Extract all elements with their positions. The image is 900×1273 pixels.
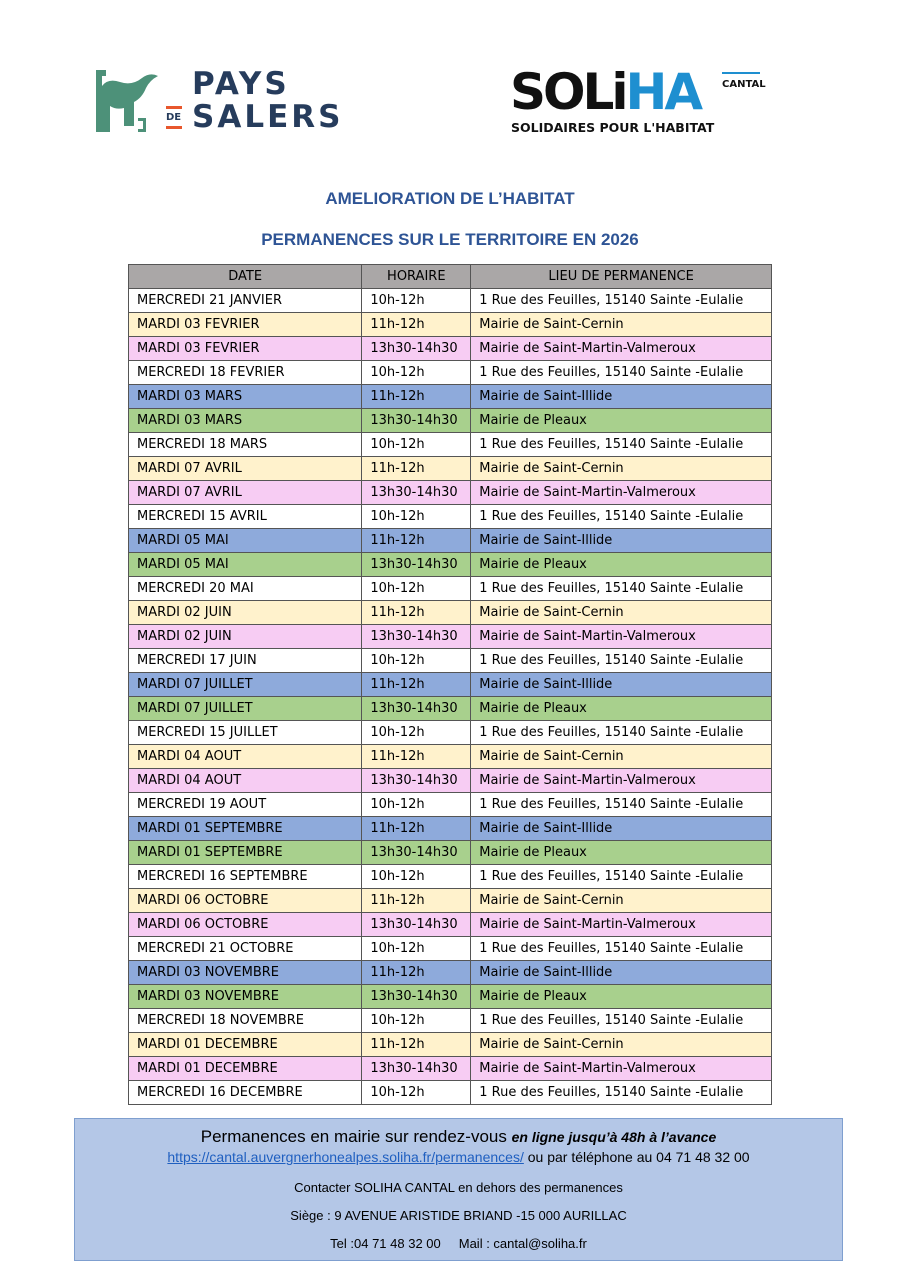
cell-date: MARDI 03 MARS <box>129 385 362 409</box>
cell-date: MERCREDI 17 JUIN <box>129 649 362 673</box>
cell-place: 1 Rue des Feuilles, 15140 Sainte -Eulalie <box>471 865 772 889</box>
cell-date: MARDI 01 DECEMBRE <box>129 1033 362 1057</box>
cell-date: MERCREDI 21 JANVIER <box>129 289 362 313</box>
logo-pays-text: PAYS <box>192 66 290 102</box>
logo-de-text: DE <box>166 112 182 123</box>
cell-time: 11h-12h <box>362 385 471 409</box>
logo-soliha-accent: HA <box>625 63 701 121</box>
cell-time: 10h-12h <box>362 433 471 457</box>
cell-place: Mairie de Saint-Illide <box>471 817 772 841</box>
cell-place: 1 Rue des Feuilles, 15140 Sainte -Eulalie <box>471 505 772 529</box>
cell-time: 11h-12h <box>362 313 471 337</box>
cell-date: MARDI 07 AVRIL <box>129 457 362 481</box>
cell-place: Mairie de Saint-Cernin <box>471 457 772 481</box>
cell-time: 10h-12h <box>362 289 471 313</box>
cell-place: 1 Rue des Feuilles, 15140 Sainte -Eulalie <box>471 289 772 313</box>
cell-date: MARDI 03 MARS <box>129 409 362 433</box>
table-row <box>129 337 772 361</box>
cell-place: Mairie de Saint-Martin-Valmeroux <box>471 769 772 793</box>
logo-cantal-line <box>722 72 760 74</box>
cell-time: 11h-12h <box>362 817 471 841</box>
cell-date: MARDI 04 AOUT <box>129 769 362 793</box>
cell-time: 11h-12h <box>362 457 471 481</box>
logo-cantal-text: CANTAL <box>722 79 766 90</box>
cell-date: MERCREDI 15 AVRIL <box>129 505 362 529</box>
cell-time: 13h30-14h30 <box>362 697 471 721</box>
cell-time: 10h-12h <box>362 1081 471 1105</box>
table-row <box>129 793 772 817</box>
cell-place: 1 Rue des Feuilles, 15140 Sainte -Eulalie <box>471 1009 772 1033</box>
table-row <box>129 385 772 409</box>
table-row <box>129 745 772 769</box>
cell-place: 1 Rue des Feuilles, 15140 Sainte -Eulalie <box>471 721 772 745</box>
schedule-table <box>128 264 772 1105</box>
cell-time: 11h-12h <box>362 889 471 913</box>
logo-soliha-main: SOLi <box>510 63 626 121</box>
cell-time: 13h30-14h30 <box>362 337 471 361</box>
cell-place: Mairie de Pleaux <box>471 697 772 721</box>
cell-date: MARDI 04 AOUT <box>129 745 362 769</box>
cell-time: 10h-12h <box>362 649 471 673</box>
cell-time: 10h-12h <box>362 361 471 385</box>
cell-date: MARDI 03 NOVEMBRE <box>129 961 362 985</box>
cell-date: MERCREDI 20 MAI <box>129 577 362 601</box>
cell-date: MARDI 07 JUILLET <box>129 697 362 721</box>
footer-phone-text: ou par téléphone au 04 71 48 32 00 <box>527 1149 750 1165</box>
table-row <box>129 289 772 313</box>
table-row <box>129 1009 772 1033</box>
table-row <box>129 985 772 1009</box>
table-row <box>129 361 772 385</box>
table-row <box>129 457 772 481</box>
cell-date: MARDI 03 FEVRIER <box>129 313 362 337</box>
cell-time: 10h-12h <box>362 577 471 601</box>
cell-place: Mairie de Pleaux <box>471 409 772 433</box>
cell-time: 13h30-14h30 <box>362 985 471 1009</box>
cell-time: 11h-12h <box>362 961 471 985</box>
page-subtitle: PERMANENCES SUR LE TERRITOIRE EN 2026 <box>261 230 639 249</box>
cell-time: 10h-12h <box>362 865 471 889</box>
cell-date: MERCREDI 18 NOVEMBRE <box>129 1009 362 1033</box>
table-row <box>129 889 772 913</box>
cell-time: 10h-12h <box>362 505 471 529</box>
cell-place: Mairie de Pleaux <box>471 841 772 865</box>
table-row <box>129 577 772 601</box>
cell-place: Mairie de Saint-Cernin <box>471 601 772 625</box>
cell-place: 1 Rue des Feuilles, 15140 Sainte -Eulalie <box>471 577 772 601</box>
table-row <box>129 865 772 889</box>
table-row <box>129 1081 772 1105</box>
footer-tel-text: Tel :04 71 48 32 00 <box>330 1236 441 1251</box>
table-row <box>129 409 772 433</box>
cell-time: 13h30-14h30 <box>362 913 471 937</box>
logo-salers-text: SALERS <box>192 99 344 135</box>
cell-place: Mairie de Pleaux <box>471 553 772 577</box>
logo-de-bar-bottom <box>166 126 182 129</box>
cell-time: 11h-12h <box>362 601 471 625</box>
page-title: AMELIORATION DE L’HABITAT <box>325 189 575 208</box>
cell-date: MARDI 03 NOVEMBRE <box>129 985 362 1009</box>
cell-date: MARDI 05 MAI <box>129 553 362 577</box>
table-row <box>129 961 772 985</box>
table-row <box>129 673 772 697</box>
cell-time: 10h-12h <box>362 721 471 745</box>
cell-place: Mairie de Saint-Martin-Valmeroux <box>471 337 772 361</box>
cell-place: 1 Rue des Feuilles, 15140 Sainte -Eulalie <box>471 793 772 817</box>
cell-place: Mairie de Saint-Cernin <box>471 313 772 337</box>
cell-date: MARDI 01 SEPTEMBRE <box>129 841 362 865</box>
cell-date: MERCREDI 18 FEVRIER <box>129 361 362 385</box>
cell-time: 13h30-14h30 <box>362 481 471 505</box>
logo-soliha-tagline: SOLIDAIRES POUR L'HABITAT <box>511 120 715 135</box>
column-header-time: HORAIRE <box>362 265 471 289</box>
cell-date: MARDI 01 SEPTEMBRE <box>129 817 362 841</box>
cell-place: Mairie de Saint-Cernin <box>471 745 772 769</box>
cell-time: 11h-12h <box>362 745 471 769</box>
cell-time: 13h30-14h30 <box>362 841 471 865</box>
cell-place: Mairie de Saint-Illide <box>471 673 772 697</box>
cell-time: 11h-12h <box>362 673 471 697</box>
cell-time: 10h-12h <box>362 1009 471 1033</box>
cell-date: MARDI 05 MAI <box>129 529 362 553</box>
permanences-link[interactable]: https://cantal.auvergnerhonealpes.soliha.fr/permanences/ <box>167 1149 524 1165</box>
table-row <box>129 841 772 865</box>
table-row <box>129 769 772 793</box>
table-header-row <box>129 265 772 289</box>
table-row <box>129 649 772 673</box>
contact-footer <box>74 1118 843 1261</box>
footer-appointment-emphasis: en ligne jusqu’à 48h à l’avance <box>511 1129 717 1145</box>
cell-date: MERCREDI 16 DECEMBRE <box>129 1081 362 1105</box>
table-row <box>129 481 772 505</box>
cell-place: 1 Rue des Feuilles, 15140 Sainte -Eulalie <box>471 649 772 673</box>
table-row <box>129 625 772 649</box>
cell-time: 13h30-14h30 <box>362 409 471 433</box>
table-row <box>129 433 772 457</box>
cow-head-icon <box>94 68 164 134</box>
cell-time: 13h30-14h30 <box>362 553 471 577</box>
table-row <box>129 697 772 721</box>
cell-time: 11h-12h <box>362 529 471 553</box>
footer-link-line <box>75 1149 842 1165</box>
footer-appointment-line <box>75 1127 842 1147</box>
footer-siege-text: Siège : 9 AVENUE ARISTIDE BRIAND -15 000 AURILLAC <box>290 1208 627 1223</box>
soliha-logo <box>510 63 780 140</box>
cell-place: Mairie de Saint-Martin-Valmeroux <box>471 913 772 937</box>
cell-date: MARDI 01 DECEMBRE <box>129 1057 362 1081</box>
cell-date: MARDI 07 AVRIL <box>129 481 362 505</box>
cell-place: Mairie de Saint-Illide <box>471 529 772 553</box>
table-row <box>129 553 772 577</box>
cell-place: Mairie de Saint-Illide <box>471 961 772 985</box>
table-row <box>129 937 772 961</box>
cell-date: MERCREDI 21 OCTOBRE <box>129 937 362 961</box>
cell-date: MARDI 07 JUILLET <box>129 673 362 697</box>
cell-date: MERCREDI 15 JUILLET <box>129 721 362 745</box>
cell-date: MARDI 02 JUIN <box>129 601 362 625</box>
table-row <box>129 913 772 937</box>
cell-place: Mairie de Saint-Martin-Valmeroux <box>471 625 772 649</box>
cell-place: Mairie de Saint-Illide <box>471 385 772 409</box>
table-row <box>129 601 772 625</box>
logo-de-bar-top <box>166 106 182 109</box>
footer-tel-mail-line <box>75 1236 842 1251</box>
cell-time: 13h30-14h30 <box>362 625 471 649</box>
cell-date: MARDI 02 JUIN <box>129 625 362 649</box>
logo-soliha-text <box>510 64 700 120</box>
cell-place: Mairie de Pleaux <box>471 985 772 1009</box>
cell-time: 10h-12h <box>362 937 471 961</box>
schedule-table-body <box>129 289 772 1105</box>
cell-place: 1 Rue des Feuilles, 15140 Sainte -Eulalie <box>471 937 772 961</box>
cell-place: Mairie de Saint-Martin-Valmeroux <box>471 1057 772 1081</box>
table-row <box>129 529 772 553</box>
table-row <box>129 1057 772 1081</box>
cell-time: 13h30-14h30 <box>362 769 471 793</box>
footer-mail-text: Mail : cantal@soliha.fr <box>458 1236 587 1251</box>
cell-place: Mairie de Saint-Cernin <box>471 889 772 913</box>
cell-time: 10h-12h <box>362 793 471 817</box>
cell-time: 13h30-14h30 <box>362 1057 471 1081</box>
footer-contact-text: Contacter SOLIHA CANTAL en dehors des permanences <box>294 1180 623 1195</box>
cell-time: 11h-12h <box>362 1033 471 1057</box>
cell-date: MARDI 06 OCTOBRE <box>129 913 362 937</box>
cell-date: MERCREDI 18 MARS <box>129 433 362 457</box>
cell-place: 1 Rue des Feuilles, 15140 Sainte -Eulalie <box>471 1081 772 1105</box>
table-row <box>129 313 772 337</box>
cell-place: Mairie de Saint-Martin-Valmeroux <box>471 481 772 505</box>
footer-appointment-text: Permanences en mairie sur rendez-vous <box>200 1127 507 1146</box>
cell-date: MARDI 03 FEVRIER <box>129 337 362 361</box>
table-row <box>129 505 772 529</box>
table-row <box>129 721 772 745</box>
column-header-place: LIEU DE PERMANENCE <box>471 265 772 289</box>
table-row <box>129 817 772 841</box>
cell-place: Mairie de Saint-Cernin <box>471 1033 772 1057</box>
column-header-date: DATE <box>129 265 362 289</box>
cell-date: MARDI 06 OCTOBRE <box>129 889 362 913</box>
cell-place: 1 Rue des Feuilles, 15140 Sainte -Eulalie <box>471 361 772 385</box>
cell-date: MERCREDI 16 SEPTEMBRE <box>129 865 362 889</box>
cell-date: MERCREDI 19 AOUT <box>129 793 362 817</box>
pays-de-salers-logo <box>94 68 364 136</box>
cell-place: 1 Rue des Feuilles, 15140 Sainte -Eulalie <box>471 433 772 457</box>
table-row <box>129 1033 772 1057</box>
